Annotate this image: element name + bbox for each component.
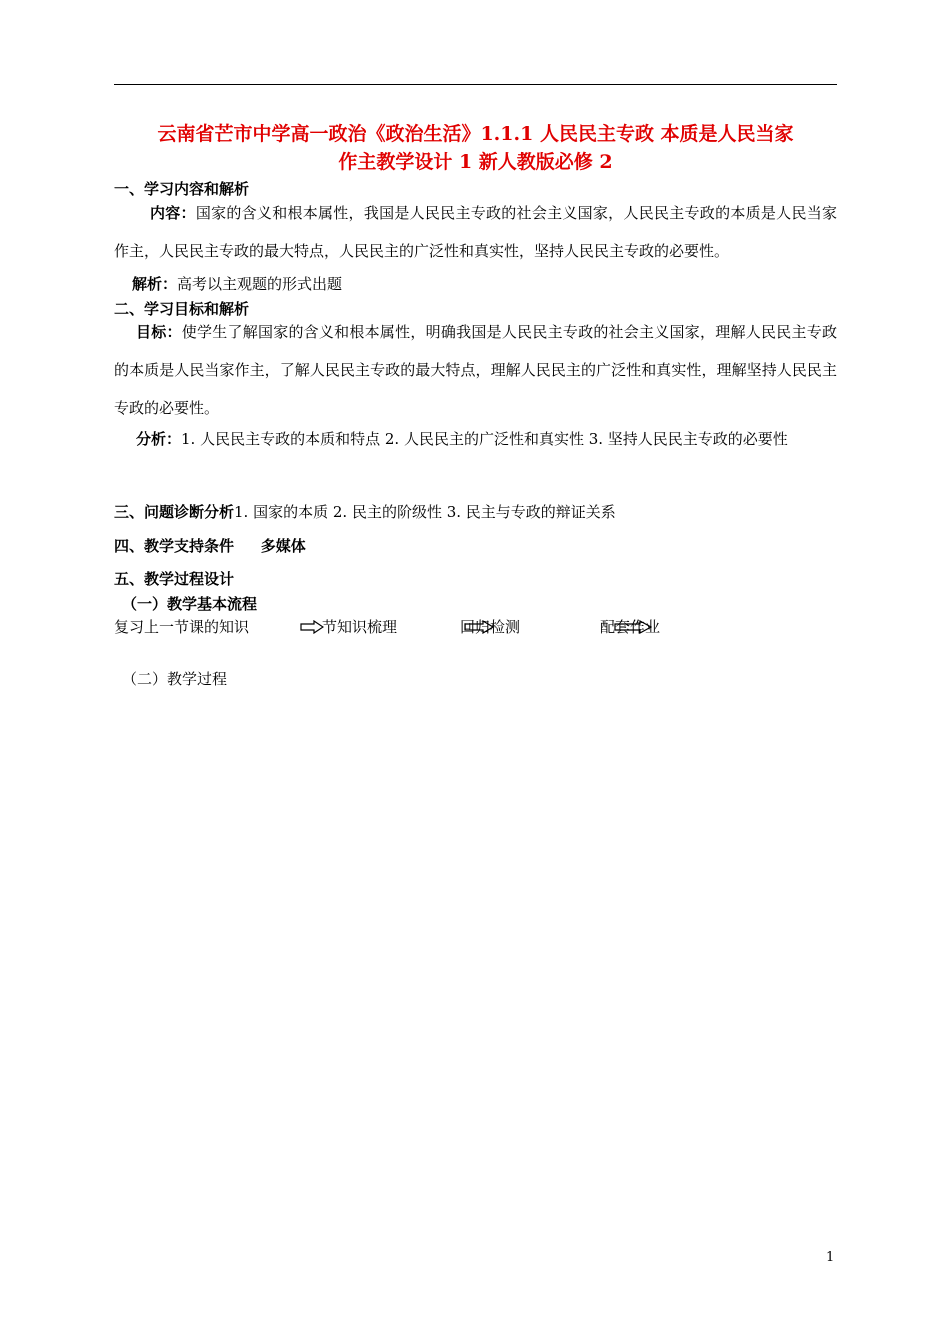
analysis-text: 高考以主观题的形式出题: [177, 275, 343, 293]
content-text: 国家的含义和根本属性，我国是人民民主专政的社会主义国家，人民民主专政的本质是人民当家作主，人民民主专政的最大特点，人民民主的广泛性和真实性，坚持人民民主专政的必要性。: [114, 204, 837, 260]
section2-analysis: [114, 420, 837, 458]
section5-sub1: （一）教学基本流程: [122, 595, 258, 613]
teaching-flow: [114, 616, 837, 640]
section5-sub2: （二）教学过程: [122, 670, 228, 688]
section4: [114, 535, 837, 556]
flow-step-3: 回归检测: [460, 618, 521, 636]
header-rule: [114, 84, 837, 85]
flow-step-4: 配套作业: [600, 618, 661, 636]
section3: [114, 501, 837, 522]
goal-text: 使学生了解国家的含义和根本属性，明确我国是人民民主专政的社会主义国家，理解人民民主专政的本质是人民当家作主，了解人民民主专政的最大特点，理解人民民主的广泛性和真实性，理解坚持人民民主专政的必要性。: [114, 323, 837, 417]
section1-content: [114, 194, 837, 270]
analysis-label: 解析：: [132, 275, 178, 293]
analysis-label-2: 分析：: [136, 430, 182, 448]
title-line-2: 作主教学设计 1 新人教版必修 2: [338, 151, 613, 173]
section3-text: 1. 国家的本质 2. 民主的阶级性 3. 民主与专政的辩证关系: [234, 503, 616, 521]
section4-heading: 四、教学支持条件: [114, 537, 235, 555]
content-label: 内容：: [150, 204, 196, 222]
title-line-1: 云南省芒市中学高一政治《政治生活》1.1.1 人民民主专政 本质是人民当家: [157, 123, 794, 145]
section4-text: 多媒体: [260, 537, 306, 555]
section3-heading: 三、问题诊断分析: [114, 503, 235, 521]
section2-heading: 二、学习目标和解析: [114, 300, 250, 318]
goal-label: 目标：: [136, 323, 182, 341]
analysis-text-2: 1. 人民民主专政的本质和特点 2. 人民民主的广泛性和真实性 3. 坚持人民民主专政的必要性: [181, 430, 788, 448]
section1-heading: 一、学习内容和解析: [114, 180, 250, 198]
arrow-right-icon: [300, 620, 324, 634]
flow-step-1: 复习上一节课的知识: [114, 618, 250, 636]
page-number: 1: [826, 1250, 835, 1265]
section5-heading: 五、教学过程设计: [114, 570, 235, 588]
section2-goal: [114, 313, 837, 427]
document-title: [114, 120, 837, 176]
flow-step-2: 节知识梳理: [322, 618, 398, 636]
section1-analysis: [132, 273, 837, 294]
